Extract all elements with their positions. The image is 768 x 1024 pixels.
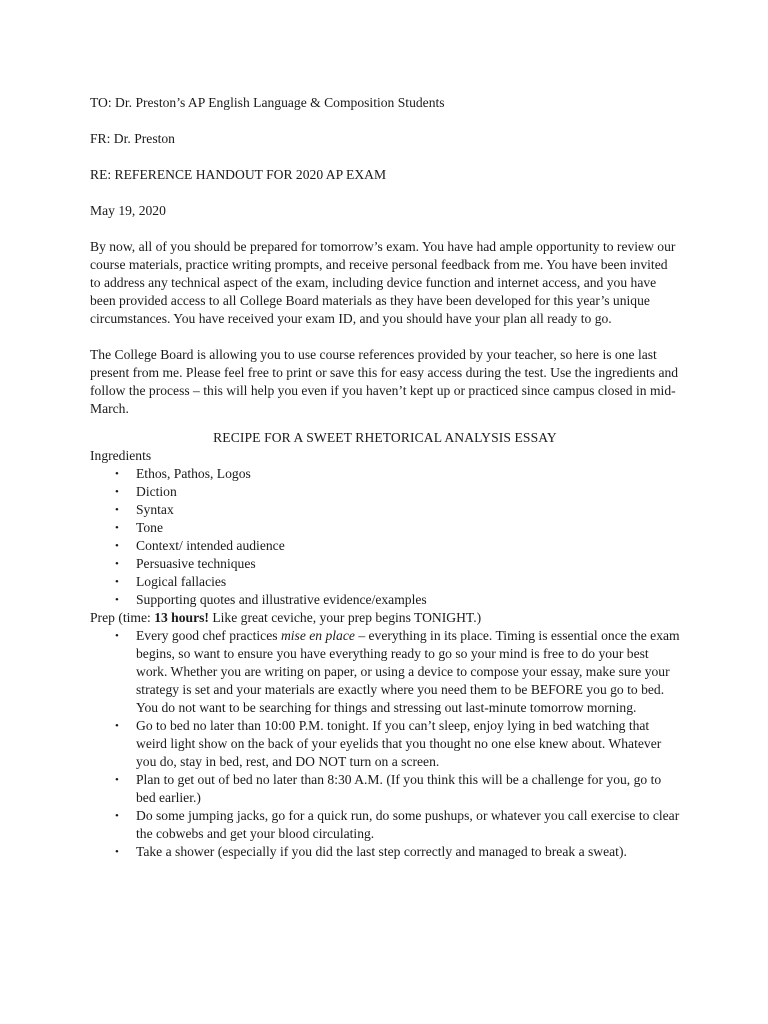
bullet-icon: • (115, 486, 119, 498)
memo-from: FR: Dr. Preston (90, 131, 175, 146)
bullet-icon: • (115, 540, 119, 552)
list-item: • Take a shower (especially if you did the last step correctly and managed to break a sweat). (115, 844, 627, 859)
paragraph-college-board: The College Board is allowing you to use course references provided by your teacher, so here is one last present from me. Please feel free to print or save this for easy access during the test. Use the ingredients and follow the process – this will help you even if you haven’t kept up or practiced since campus closed in mid-March. (90, 347, 679, 416)
recipe-title: RECIPE FOR A SWEET RHETORICAL ANALYSIS ESSAY (213, 430, 557, 445)
bullet-icon: • (115, 846, 119, 858)
prep-label: Prep (time: 13 hours! Like great ceviche, your prep begins TONIGHT.) (90, 610, 482, 625)
list-item: • Plan to get out of bed no later than 8:30 A.M. (If you think this will be a challenge for you, go to bed earlier.) (115, 772, 662, 805)
bullet-icon: • (115, 468, 119, 480)
bullet-icon: • (115, 594, 119, 606)
list-item: • Logical fallacies (115, 574, 227, 589)
bullet-icon: • (115, 810, 119, 822)
list-item: • Ethos, Pathos, Logos (115, 466, 251, 481)
bullet-icon: • (115, 558, 119, 570)
paragraph-intro: By now, all of you should be prepared for tomorrow’s exam. You have had ample opportunity to review our course materials, practice writing prompts, and receive personal feedback from me. You have been invited to address any technical aspect of the exam, including device function and internet access, and you have been provided access to all College Board materials as they have been developed for this year’s unique circumstances. You have received your exam ID, and you should have your plan all ready to go. (90, 239, 676, 326)
bullet-icon: • (115, 522, 119, 534)
bullet-icon: • (115, 630, 119, 642)
bullet-icon: • (115, 576, 119, 588)
list-item: • Go to bed no later than 10:00 P.M. tonight. If you can’t sleep, enjoy lying in bed watching that weird light show on the back of your eyelids that you thought no one else knew about. Whatever you do, stay in bed, rest, and DO NOT turn on a screen. (115, 718, 662, 769)
ingredients-list (90, 465, 680, 609)
list-item: • Tone (115, 520, 163, 535)
list-item: • Supporting quotes and illustrative evidence/examples (115, 592, 427, 607)
memo-date: May 19, 2020 (90, 203, 166, 218)
list-item: • Every good chef practices mise en place – everything in its place. Timing is essential once the exam begins, so want to ensure you have everything ready to go so your mind is free to do your best work. Whether you are writing on paper, or using a device to compose your essay, make sure your strategy is set and your materials are exactly where you need them to be BEFORE you go to bed. You do not want to be searching for things and stressing out last-minute tomorrow morning. (115, 628, 680, 715)
memo-to: TO: Dr. Preston’s AP English Language & Composition Students (90, 95, 445, 110)
document-page (90, 94, 680, 861)
list-item: • Persuasive techniques (115, 556, 256, 571)
bullet-icon: • (115, 720, 119, 732)
memo-re: RE: REFERENCE HANDOUT FOR 2020 AP EXAM (90, 167, 387, 182)
list-item: • Syntax (115, 502, 174, 517)
ingredients-label: Ingredients (90, 448, 152, 463)
bullet-icon: • (115, 504, 119, 516)
list-item: • Diction (115, 484, 177, 499)
list-item: • Do some jumping jacks, go for a quick run, do some pushups, or whatever you call exercise to clear the cobwebs and get your blood circulating. (115, 808, 680, 841)
bullet-icon: • (115, 774, 119, 786)
list-item: • Context/ intended audience (115, 538, 285, 553)
prep-steps-list (90, 627, 680, 861)
